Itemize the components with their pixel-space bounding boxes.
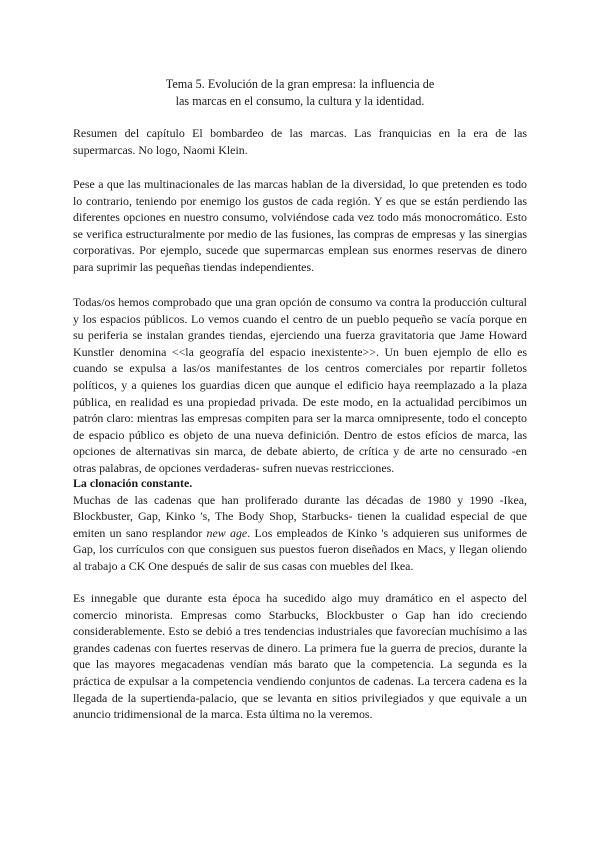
paragraph-3 <box>73 492 527 575</box>
section-heading: La clonación constante. <box>73 476 193 490</box>
paragraph-2 <box>73 294 527 477</box>
paragraph-3-part-1: Muchas de las cadenas que han proliferado durante las décadas de 1980 y 1990 -Ikea, Blockbuster, Gap, Kinko 's, The Body Shop, Starbucks- tienen la cualidad especial de que emiten un sano resplandor <box>73 492 527 540</box>
section-cloning <box>73 475 527 575</box>
paragraph-3-part-2: . Los empleados de Kinko 's adquieren sus uniformes de Gap, los currículos con que consiguen sus puestos fueron diseñados en Macs, y llegan oliendo al trabajo a CK One después de salir de sus casas con muebles del Ikea. <box>73 525 527 573</box>
paragraph-3-italic: new age <box>206 525 248 540</box>
paragraph-1-text: Pese a que las multinacionales de las marcas hablan de la diversidad, lo que pretenden es todo lo contrario, teniendo por enemigo los gustos de cada región. Y es que se están perdiendo las diferentes opciones en nuestro consumo, volviéndose cada vez todo más monocromático. Esto se verifica estructuralmente por medio de las fusiones, las compras de empresas y las sinergias corporativas. Por ejemplo, sucede que supermarcas emplean sus enormes reservas de dinero para suprimir las pequeñas tiendas independientes. <box>73 177 527 274</box>
title-line-2: las marcas en el consumo, la cultura y la identidad. <box>175 94 425 108</box>
title-line-1: Tema 5. Evolución de la gran empresa: la influencia de <box>165 77 435 91</box>
document-title <box>90 76 510 110</box>
paragraph-2-text: Todas/os hemos comprobado que una gran opción de consumo va contra la producción cultural y los espacios públicos. Lo vemos cuando el centro de un pueblo pequeño se vacía porque en su periferia se instalan grandes tiendas, ejerciendo una fuerza gravitatoria que Jame Howard Kunstler denomina <<la geografía del espacio inexistente>>. Un buen ejemplo de ello es cuando se expulsa a las/os manifestantes de los centros comerciales por repartir folletos políticos, y a quienes los guardias dicen que aunque el edificio haya reemplazado a la plaza pública, en realidad es una propiedad privada. De este modo, en la actualidad percibimos un patrón claro: mientras las empresas compiten para ser la marca omnipresente, todo el concepto de espacio público es objeto de una nueva definición. Dentro de estos efícios de marca, las opciones de alternativas sin marca, de debate abierto, de crítica y de arte no censurado -en otras palabras, de opciones verdaderas- sufren nuevas restricciones. <box>73 295 527 475</box>
summary-text: Resumen del capítulo El bombardeo de las marcas. Las franquicias en la era de las supermarcas. No logo, Naomi Klein. <box>73 126 527 157</box>
paragraph-4 <box>73 590 527 723</box>
paragraph-1 <box>73 176 527 276</box>
summary-paragraph <box>73 125 527 158</box>
paragraph-4-text: Es innegable que durante esta época ha sucedido algo muy dramático en el aspecto del comercio minorista. Empresas como Starbucks, Blockbuster o Gap han ido creciendo considerablemente. Esto se debió a tres tendencias industriales que favorecían muchísimo a las grandes cadenas con fuertes reservas de dinero. La primera fue la guerra de precios, durante la que las mayores megacadenas vendían más barato que la competencia. La segunda es la práctica de expulsar a la competencia vendiendo conjuntos de cadenas. La tercera cadena es la llegada de la supertienda-palacio, que se levanta en sitios privilegiados y que equivale a un anuncio tridimensional de la marca. Esta última no la veremos. <box>73 591 527 722</box>
